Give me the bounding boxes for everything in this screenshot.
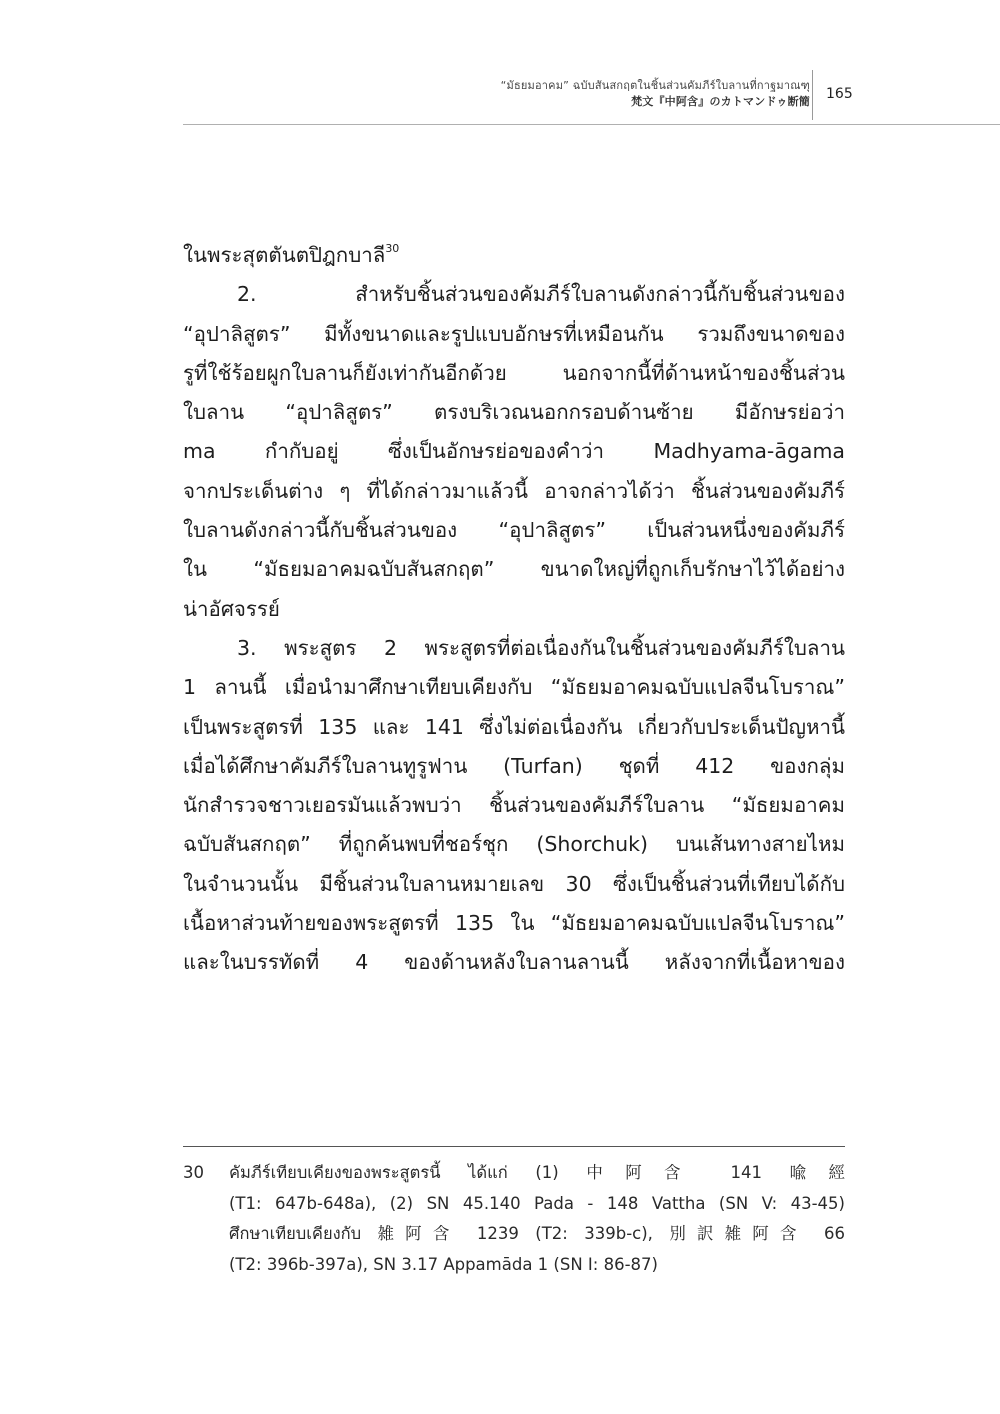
body-line: ใน “มัธยมอาคมฉบับสันสกฤต” ขนาดใหญ่ที่ถูกเก็บรักษาไว้ได้อย่าง <box>183 557 845 582</box>
footnote-rule <box>183 1146 845 1147</box>
header-vertical-divider <box>812 70 813 120</box>
footnote <box>183 1158 845 1280</box>
body-line: ฉบับสันสกฤต” ที่ถูกค้นพบที่ชอร์ชุก (Shorchuk) บนเส้นทางสายไหม <box>183 832 845 857</box>
body-line: น่าอัศจรรย์ <box>183 596 280 621</box>
body-line: “อุปาลิสูตร” มีทั้งขนาดและรูปแบบอักษรที่เหมือนกัน รวมถึงขนาดของ <box>183 321 845 346</box>
body-line: รูที่ใช้ร้อยผูกใบลานก็ยังเท่ากันอีกด้วย นอกจากนี้ที่ด้านหน้าของชิ้นส่วน <box>183 360 845 385</box>
body-line: และในบรรทัดที่ 4 ของด้านหลังใบลานลานนี้ หลังจากที่เนื้อหาของ <box>183 950 845 975</box>
footnote-line: (T1: 647b-648a), (2) SN 45.140 Pada - 148 Vattha (SN V: 43-45) <box>229 1193 845 1213</box>
footnote-line: (T2: 396b-397a), SN 3.17 Appamāda 1 (SN I: 86-87) <box>229 1254 658 1274</box>
footnote-reference[interactable]: 30 <box>385 242 400 255</box>
header-rule <box>183 124 1000 125</box>
body-line: ใบลานดังกล่าวนี้กับชิ้นส่วนของ “อุปาลิสูตร” เป็นส่วนหนึ่งของคัมภีร์ <box>183 518 845 543</box>
footnote-line: ศึกษาเทียบเคียงกับ 雑阿含 1239 (T2: 339b-c), 別訳雑阿含 66 <box>229 1224 845 1243</box>
body-line: ใบลาน “อุปาลิสูตร” ตรงบริเวณนอกกรอบด้านซ้าย มีอักษรย่อว่า <box>183 400 845 425</box>
footnote-line: คัมภีร์เทียบเคียงของพระสูตรนี้ ได้แก่ (1) 中阿含 141 喩經 <box>229 1163 845 1182</box>
running-head <box>501 78 810 110</box>
footnote-text <box>229 1158 845 1280</box>
body-line: เมื่อได้ศึกษาคัมภีร์ใบลานทูรูฟาน (Turfan) ชุดที่ 412 ของกลุ่ม <box>183 753 845 778</box>
body-line: 2. สำหรับชิ้นส่วนของคัมภีร์ใบลานดังกล่าวนี้กับชิ้นส่วนของ <box>237 282 845 307</box>
body-line: 3. พระสูตร 2 พระสูตรที่ต่อเนื่องกันในชิ้นส่วนของคัมภีร์ใบลาน <box>237 635 845 660</box>
body-line: เป็นพระสูตรที่ 135 และ 141 ซึ่งไม่ต่อเนื่องกัน เกี่ยวกับประเด็นปัญหานี้ <box>183 714 845 739</box>
body-line: ma กำกับอยู่ ซึ่งเป็นอักษรย่อของคำว่า Madhyama-āgama <box>183 439 845 464</box>
page-number: 165 <box>826 86 853 102</box>
footnote-number: 30 <box>183 1163 204 1182</box>
running-head-japanese-title: 梵文『中阿含』のカトマンドゥ断簡 <box>631 95 810 108</box>
body-line: นักสำรวจชาวเยอรมันแล้วพบว่า ชิ้นส่วนของคัมภีร์ใบลาน “มัธยมอาคม <box>183 793 845 818</box>
body-line: จากประเด็นต่าง ๆ ที่ได้กล่าวมาแล้วนี้ อาจกล่าวได้ว่า ชิ้นส่วนของคัมภีร์ <box>183 478 845 503</box>
body-line: ในจำนวนนั้น มีชิ้นส่วนใบลานหมายเลข 30 ซึ่งเป็นชิ้นส่วนที่เทียบได้กับ <box>183 871 845 896</box>
body-text <box>183 236 845 983</box>
body-line: 1 ลานนี้ เมื่อนำมาศึกษาเทียบเคียงกับ “มัธยมอาคมฉบับแปลจีนโบราณ” <box>183 675 845 700</box>
body-line: ในพระสุตตันตปิฎกบาลี$^{30}$ <box>183 242 400 267</box>
running-head-thai-title: “มัธยมอาคม” ฉบับสันสกฤตในชิ้นส่วนคัมภีร์ใบลานที่กาฐมาณฑุ <box>500 79 810 92</box>
body-line: เนื้อหาส่วนท้ายของพระสูตรที่ 135 ใน “มัธยมอาคมฉบับแปลจีนโบราณ” <box>183 911 845 936</box>
